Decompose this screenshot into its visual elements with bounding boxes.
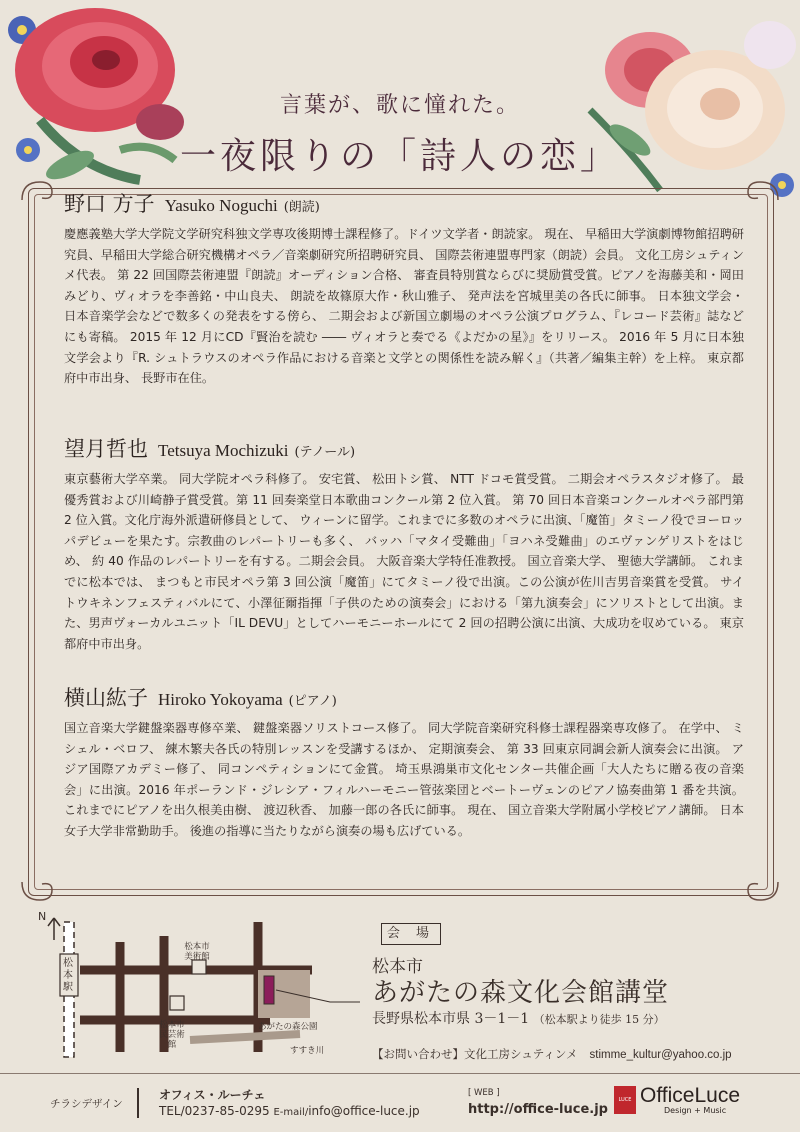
logo-tagline: Design + Music <box>664 1106 727 1115</box>
map-station-label: 松本駅 <box>63 958 73 993</box>
contact-email-link[interactable]: stimme_kultur@yahoo.co.jp <box>589 1049 732 1061</box>
office-luce-logo-icon: LUCE <box>614 1086 636 1114</box>
office-tel: TEL/0237-85-0295 <box>159 1104 270 1118</box>
performer-role: (テノール) <box>294 445 356 460</box>
address-text: 長野県松本市県 3－1－1 <box>372 1011 530 1027</box>
performer-bio: 国立音楽大学鍵盤楽器専修卒業、 鍵盤楽器ソリストコース修了。 同大学院音楽研究科修士課程器楽専攻修了。 在学中、 ミシェル・ベロフ、 練木繁夫各氏の特別レッスンを受講するほか、 定期演奏会、 第 33 回東京同調会新人演奏会に出演。 アジア国際アカデミー修了、 同コンペティションにて金賞。 埼玉県鴻巣市文化センター共催企画「大人たちに贈る夜の音楽会」に出演。2016 年ポーランド・ジレシア・フィルハーモニー管弦楽団とベートーヴェンのピアノ協奏曲第 1 番を共演。これまでにピアノを出久根美由樹、 渡辺秋香、 加藤一郎の各氏に師事。 現在、 国立音楽大学附属小学校ピアノ講師。 日本女子大学非常勤助手。 後進の指導に当たりながら演奏の場も広げている。 <box>64 721 744 838</box>
name-kanji: 望月哲也 <box>64 437 148 461</box>
design-credit-label: チラシデザイン <box>50 1098 123 1110</box>
performer-role: (朗読) <box>283 200 320 215</box>
profile-mochizuki <box>64 433 744 654</box>
performer-name <box>64 188 744 218</box>
web-label: [ WEB ] <box>468 1088 500 1098</box>
venue-address <box>372 1008 665 1028</box>
north-arrow-icon <box>48 918 60 940</box>
corner-flourish-icon <box>18 878 58 904</box>
profile-noguchi <box>64 188 744 389</box>
venue-name: あがたの森文化会館講堂 <box>372 978 670 1008</box>
performer-name <box>64 433 744 463</box>
subtitle: 言葉が、歌に憧れた。 <box>279 93 520 118</box>
performer-role: (ピアノ) <box>288 694 337 709</box>
map-north-label: N <box>38 910 47 923</box>
performer-bio: 東京藝術大学卒業。 同大学院オペラ科修了。 安宅賞、 松田トシ賞、 NTT ドコモ賞受賞。 二期会オペラスタジオ修了。 最優秀賞および川崎静子賞受賞。第 11 回奏楽堂日本歌曲コンクール第 2 位入賞。 第 70 回日本音楽コンクールオペラ部門第 2 位入賞。文化庁海外派遣研修員として、 ウィーンに留学。これまでに多数のオペラに出演、「魔笛」タミーノ役でヨーロッパデビューを果たす。宗教曲のレパートリーも多く、 バッハ「マタイ受難曲」「ヨハネ受難曲」のエヴァンゲリストをはじめ、 約 40 作品のレパートリーを有する。二期会会員。 大阪音楽大学特任准教授。 国立音楽大学、 聖徳大学講師。 これまでに松本では、 まつもと市民オペラ第 3 回公演「魔笛」にてタミーノ役で出演。この公演が佐川吉男音楽賞を受賞。 サイトウキネンフェスティバルにて、小澤征爾指揮「子供のための演奏会」における「第九演奏会」にソリストとして出演。また、男声ヴォーカルユニット「IL DEVU」としてハーモニーホールにて 2 回の招聘公演に出演、大成功を収めている。 東京都府中市出身。 <box>64 472 744 651</box>
map-river-label: すすき川 <box>290 1046 325 1056</box>
performer-bio: 慶應義塾大学大学院文学研究科独文学専攻後期博士課程修了。ドイツ文学者・朗読家。 現在、 早稲田大学演劇博物館招聘研究員、早稲田大学総合研究機構オペラ／音楽劇研究所招聘研究員、 国際芸術連盟専門家（朗読）会員。 文化工房シュティンメ代表。 第 22 回国際芸術連盟『朗読』オーディション合格、 審査員特別賞ならびに奨励賞受賞。ピアノを海藤美和・岡田みどり、ヴィオラを李善銘・中山良夫、 朗読を故篠原大作・秋山雅子、 発声法を宮城里美の各氏に師事。 日本独文学会・日本音楽学会などで数多くの発表をする傍ら、 二期会および新国立劇場のオペラ公演プログラム、『レコード芸術』誌などにも寄稿。 2015 年 12 月にCD『賢治を読む ―― ヴィオラと奏でる《よだかの星》』をリリース。 2016 年 5 月に日本独文学会より『R. シュトラウスのオペラ作品における音楽と文学との関係性を読み解く』（共著／編集主幹）を上梓。 東京都府中市出身、 長野市在住。 <box>64 227 744 386</box>
page-title: 一夜限りの「詩人の恋」 <box>179 136 620 177</box>
name-romaji: Yasuko Noguchi <box>164 196 278 215</box>
name-romaji: Tetsuya Mochizuki <box>158 441 289 460</box>
river <box>190 1034 300 1040</box>
folk-museum-box <box>170 996 184 1010</box>
office-contact <box>159 1104 420 1118</box>
performer-name <box>64 682 744 712</box>
walk-time: （松本駅より徒歩 15 分） <box>533 1013 665 1026</box>
map-folk-museum-label: 松本市民芸術館 <box>159 1020 185 1050</box>
map-art-museum-label: 松本市美術館 <box>184 942 210 962</box>
corner-flourish-icon <box>18 178 58 204</box>
name-kanji: 野口 方子 <box>64 192 155 216</box>
office-luce-logo: OfficeLuce <box>640 1084 741 1107</box>
venue-city: 松本市 <box>372 957 423 977</box>
name-romaji: Hiroko Yokoyama <box>158 690 283 709</box>
profile-yokoyama <box>64 682 744 842</box>
contact-info <box>372 1046 732 1062</box>
map-park-label: あがたの森公園 <box>258 1022 318 1032</box>
office-web-link[interactable]: http://office-luce.jp <box>468 1102 608 1117</box>
venue-label: 会 場 <box>381 923 441 945</box>
venue-marker <box>264 976 274 1004</box>
footer-divider <box>0 1073 800 1074</box>
office-name: オフィス・ルーチェ <box>159 1088 266 1102</box>
name-kanji: 横山紘子 <box>64 686 148 710</box>
corner-flourish-icon <box>742 878 782 904</box>
office-email-link[interactable]: info@office-luce.jp <box>308 1104 420 1118</box>
email-label: E-mail/ <box>273 1107 309 1118</box>
corner-flourish-icon <box>742 178 782 204</box>
museum-box <box>192 960 206 974</box>
footer-separator <box>137 1088 139 1118</box>
contact-label: 【お問い合わせ】文化工房シュティンメ <box>372 1047 578 1061</box>
